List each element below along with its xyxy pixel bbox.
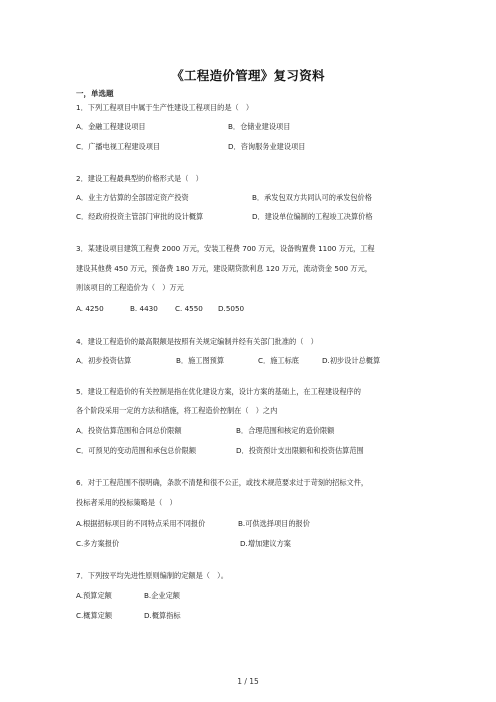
question-stem: 5．建设工程造价的有关控制是指在优化建设方案，设计方案的基础上，在工程建设程序的 (76, 387, 361, 396)
option-a: A.预算定额 (76, 591, 112, 600)
option-b: B. 4430 (130, 304, 158, 313)
option-c: C.概算定额 (76, 611, 113, 620)
question-stem: 7．下列按平均先进性原则编制的定额是（ ）。 (76, 571, 228, 580)
option-c: C．经政府投资主管部门审批的设计概算 (76, 212, 204, 221)
option-d: D．投资预计支出限额和和投资估算范围 (236, 446, 364, 455)
page-number: 1 / 15 (237, 677, 259, 686)
option-a: A．金融工程建设项目 (76, 122, 146, 131)
option-b: B.企业定额 (144, 591, 180, 600)
question-stem-cont: 投标者采用的投标策略是（ ） (76, 498, 177, 507)
option-b: B．承发包双方共同认可的承发包价格 (252, 193, 372, 202)
option-b: B．合理范围和核定的造价限额 (236, 426, 335, 435)
question-stem-cont: 各个阶段采用一定的方法和措施，将工程造价控制在（ ）之内 (76, 406, 278, 415)
option-d: D.初步设计总概算 (322, 356, 381, 365)
option-a: A.根据招标项目的不同特点采用不同报价 (76, 519, 206, 528)
question-stem: 3．某建设项目建筑工程费 2000 万元，安装工程费 700 万元，设备购置费 1100 万元，工程 (76, 244, 375, 253)
option-a: A. 4250 (76, 304, 104, 313)
question-stem-cont: 建设其他费 450 万元，预备费 180 万元，建设期贷款利息 120 万元，流动资金 500 万元， (76, 264, 372, 273)
document-title: 《工程造价管理》复习资料 (171, 68, 325, 83)
option-c: C.多方案报价 (76, 539, 120, 548)
option-d: D．咨询服务业建设项目 (228, 142, 306, 151)
option-d: D.增加建议方案 (240, 539, 291, 548)
question-stem: 4．建设工程造价的最高限额是按照有关规定编制并经有关部门批准的（ ） (76, 337, 318, 346)
option-a: A．业主方估算的全部固定资产投资 (76, 193, 189, 202)
section-heading: 一，单选题 (76, 89, 114, 98)
question-stem-cont: 则该项目的工程造价为（ ）万元 (76, 283, 184, 292)
option-b: B.可供选择项目的报价 (238, 519, 310, 528)
option-d: D．建设单位编制的工程竣工决算价格 (252, 212, 373, 221)
option-b: B．施工图预算 (176, 356, 225, 365)
option-b: B．仓储业建设项目 (228, 122, 291, 131)
option-c: C．广播电视工程建设项目 (76, 142, 161, 151)
option-c: C. 4550 (175, 304, 203, 313)
question-stem: 6．对于工程范围不很明确，条款不清楚和很不公正，或技术规范要求过于苛刻的招标文件， (76, 478, 369, 487)
option-c: C．施工标底 (258, 356, 299, 365)
option-d: D.概算指标 (144, 611, 181, 620)
question-stem: 2．建设工程最典型的价格形式是（ ） (76, 174, 203, 183)
option-c: C．可预见的变动范围和承包总价限额 (76, 446, 197, 455)
option-d: D.5050 (218, 304, 245, 313)
question-stem: 1．下列工程项目中属于生产性建设工程项目的是（ ） (76, 103, 254, 112)
option-a: A．投资估算范围和合同总价限额 (76, 426, 182, 435)
option-a: A．初步投资估算 (76, 356, 132, 365)
